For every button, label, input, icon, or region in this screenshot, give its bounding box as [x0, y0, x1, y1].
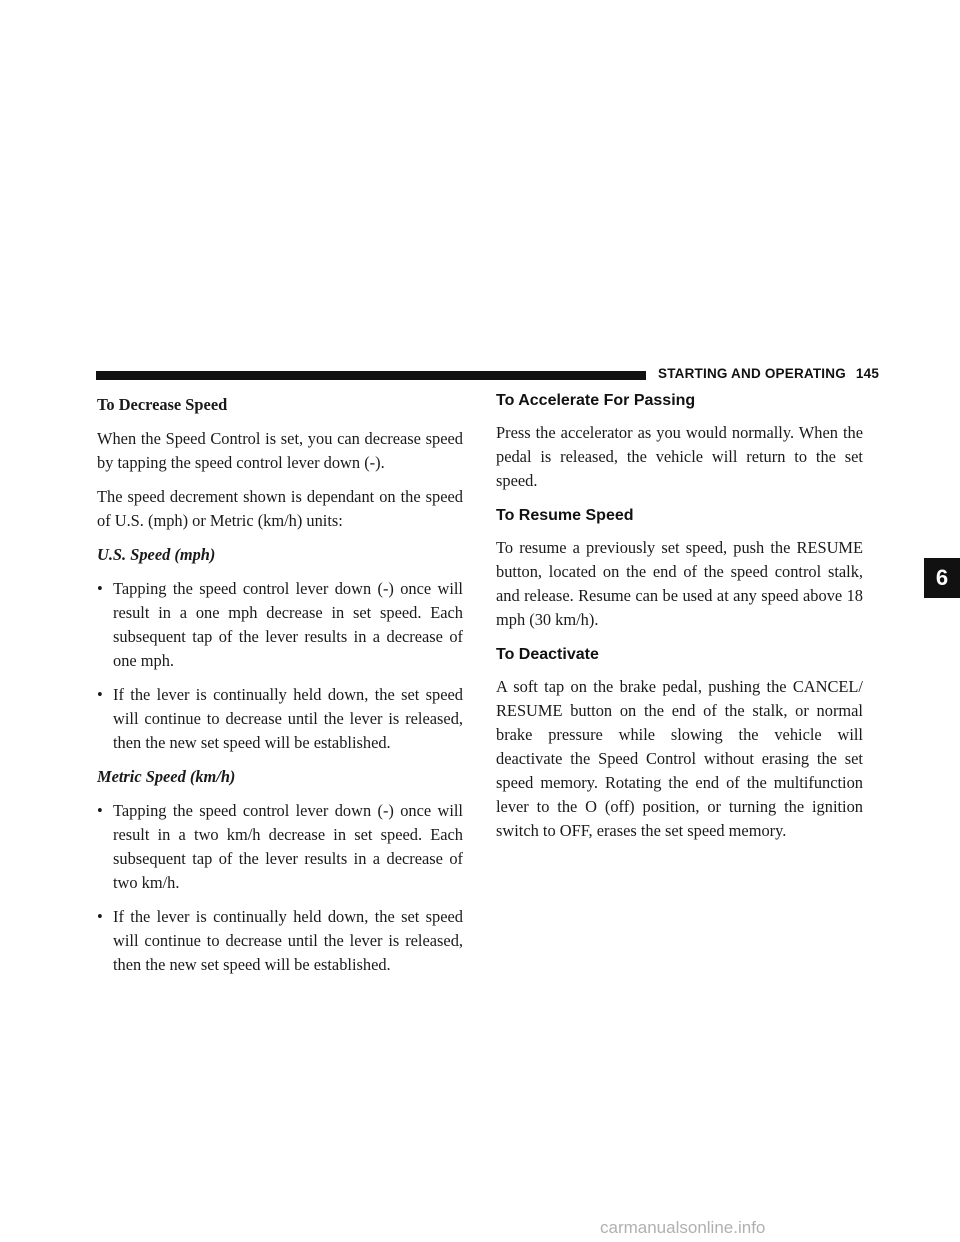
- deactivate-heading: To Deactivate: [496, 646, 599, 663]
- list-item: • If the lever is continually held down, the set speed will continue to decrease until the lever is released, then the new set speed will be established.: [97, 905, 463, 977]
- page-number: 145: [855, 366, 880, 381]
- list-item: • Tapping the speed control lever down (-) once will result in a two km/h decrease in set speed. Each subsequent tap of the lever results in a decrease of two km/h.: [97, 799, 463, 895]
- paragraph: When the Speed Control is set, you can decrease speed by tapping the speed control lever down (-).: [97, 429, 463, 472]
- right-column: [496, 390, 863, 855]
- resume-heading: To Resume Speed: [496, 507, 634, 524]
- metric-speed-list: [97, 799, 463, 977]
- header-rule: [96, 371, 646, 380]
- paragraph: The speed decrement shown is dependant on the speed of U.S. (mph) or Metric (km/h) units:: [97, 487, 463, 530]
- chapter-tab: 6: [924, 558, 960, 598]
- decrease-speed-heading: To Decrease Speed: [97, 395, 228, 414]
- paragraph: To resume a previously set speed, push the RESUME button, located on the end of the speed control stalk, and release. Resume can be used at any speed above 18 mph (30 km/h).: [496, 538, 863, 629]
- paragraph: A soft tap on the brake pedal, pushing the CANCEL/ RESUME button on the end of the stalk, or normal brake pressure while slowing the vehicle will deactivate the Speed Control without erasing the set speed memory. Rotating the end of the multifunction lever to the O (off) position, or turning the ignition switch to OFF, erases the set speed memory.: [496, 677, 863, 840]
- us-speed-list: [97, 577, 463, 755]
- metric-speed-heading: Metric Speed (km/h): [97, 767, 236, 786]
- left-column: [97, 390, 463, 987]
- watermark: carmanualsonline.info: [600, 1218, 766, 1237]
- paragraph: Press the accelerator as you would normally. When the pedal is released, the vehicle will return to the set speed.: [496, 423, 863, 490]
- section-title: STARTING AND OPERATING: [658, 366, 846, 381]
- us-speed-heading: U.S. Speed (mph): [97, 545, 216, 564]
- accelerate-heading: To Accelerate For Passing: [496, 392, 696, 409]
- list-item: • Tapping the speed control lever down (-) once will result in a one mph decrease in set speed. Each subsequent tap of the lever results in a decrease of one mph.: [97, 577, 463, 673]
- running-header: [658, 366, 879, 381]
- list-item: • If the lever is continually held down, the set speed will continue to decrease until the lever is released, then the new set speed will be established.: [97, 683, 463, 755]
